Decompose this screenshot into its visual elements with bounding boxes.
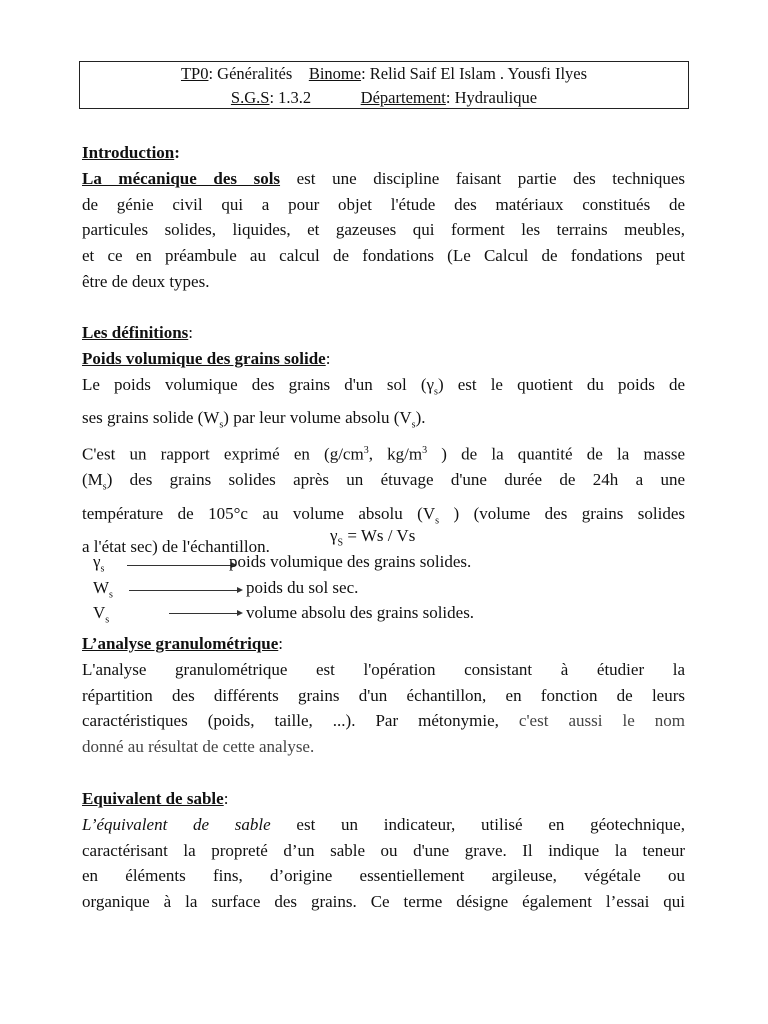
tp-value: : Généralités (208, 64, 293, 83)
sable-term: L’équivalent de sable (82, 814, 271, 834)
poids-heading: Poids volumique des grains solide: (82, 348, 331, 368)
legend-symbol: $W_s$ (93, 578, 113, 601)
legend-symbol: $\gamma_s$ (93, 552, 105, 575)
binome-value: : Relid Saif El Islam . Yousfi Ilyes (361, 64, 588, 83)
header-line-1 (80, 64, 688, 84)
sable-line-2: caractérisant la propreté d’un sable ou d'une grave. Il indique la teneur (82, 840, 685, 860)
intro-heading: Introduction: (82, 143, 180, 162)
def-p2-line-3: température de 105°c au volume absolu ($V_s$ ) (volume des grains solides (82, 503, 685, 526)
sable-line-4: organique à la surface des grains. Ce terme désigne également l’essai qui (82, 892, 685, 912)
intro-line-3: particules solides, liquides, et gazeuses qui forment les terrains meubles, (82, 220, 685, 240)
dept-label: Département (360, 88, 446, 107)
granulo-heading: L’analyse granulométrique: (82, 634, 284, 653)
legend-desc: volume absolu des grains solides. (246, 603, 475, 622)
granulo-line-3: caractéristiques (poids, taille, ...). Par métonymie, c'est aussi le nom (82, 711, 686, 731)
sable-line-3: en éléments fins, d’origine essentiellement argileuse, végétale ou (82, 866, 685, 886)
tp-label: TP0 (180, 64, 209, 83)
intro-section (82, 140, 685, 295)
def-p1-line-2: ses grains solide $(W_s)$ par leur volume absolu $(V_s)$. (82, 407, 426, 431)
sgs-value: : 1.3.2 (269, 88, 312, 107)
granulo-line-4: donné au résultat de cette analyse. (82, 737, 315, 757)
def-p2-line-4: a l'état sec) de l'échantillon. (82, 536, 270, 556)
definitions-section (82, 320, 685, 560)
granulo-section (82, 631, 685, 760)
arrow-icon (129, 590, 241, 591)
formula: $\gamma_S = Ws / Vs$ (330, 526, 416, 549)
dept-value: : Hydraulique (445, 88, 538, 107)
intro-line-2: de génie civil qui a pour objet l'étude des matériaux constitués de (82, 194, 685, 214)
legend-desc: poids volumique des grains solides. (229, 552, 472, 571)
sable-section (82, 786, 685, 915)
sable-heading: Equivalent de sable: (82, 789, 229, 808)
legend-desc: poids du sol sec. (246, 578, 359, 597)
sgs-label: S.G.S (230, 88, 270, 107)
def-p2-line-2: $(M_s)$ des grains solides après un étuvage d'une durée de 24h a une (82, 470, 685, 493)
intro-term: La mécanique des sols (82, 168, 281, 188)
sable-line-1: L’équivalent de sable est un indicateur, utilisé en géotechnique, (82, 814, 685, 834)
arrow-icon (169, 613, 241, 614)
granulo-line-2: répartition des différents grains d'un échantillon, en fonction de leurs (82, 685, 685, 705)
intro-line-1: La mécanique des sols est une discipline faisant partie des techniques (82, 168, 686, 188)
arrow-icon (127, 565, 235, 566)
definitions-heading: Les définitions: (82, 323, 194, 342)
intro-line-4: et ce en préambule au calcul de fondations (Le Calcul de fondations peut (82, 246, 685, 266)
granulo-line-1: L'analyse granulométrique est l'opération consistant à étudier la (82, 659, 685, 679)
header-box (79, 61, 689, 109)
header-line-2 (80, 88, 688, 108)
def-p1-line-1: Le poids volumique des grains d'un sol $(\gamma_s)$ est le quotient du poids de (82, 374, 685, 397)
def-p2-line-1: C'est un rapport exprimé en ($g/cm^3$, $kg/m^3$ ) de la quantité de la masse (82, 444, 685, 464)
legend-symbol: $V_s$ (93, 603, 110, 626)
binome-label: Binome (308, 64, 362, 83)
intro-line-5: être de deux types. (82, 271, 210, 291)
